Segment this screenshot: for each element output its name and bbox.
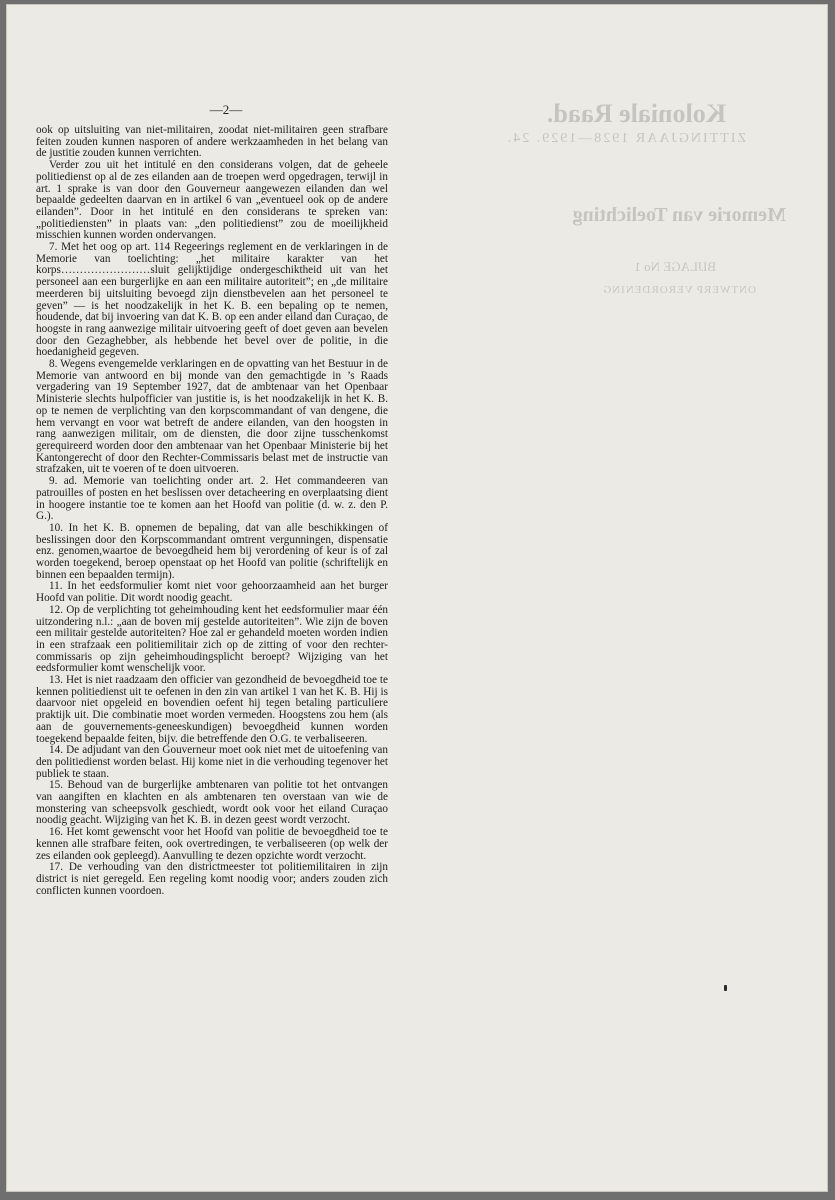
bleed-through-text: Koloniale Raad. ZITTINGJAAR 1928—1929. 24. Memorie van Toelichting BIJLAGE No 1 ONTWERP VERORDENING xyxy=(505,99,786,296)
paragraph: 8. Wegens evengemelde verklaringen en de opvatting van het Bestuur in de Memorie van antwoord en bij monde van den gemachtigde in ’s Raads vergadering van 19 September 1927, dat de ambtenaar van het Openbaar Ministerie slechts hulpofficier van justitie is, is het noodzakelijk in het K. B. op te nemen de verplichting van den korpscommandant of van dengene, die hem vervangt en voor wat betreft de andere eilanden, van den hoogsten in rang aanwezigen militair, om de diensten, die door zijne tusschenkomst gerequireerd worden door den ambtenaar van het Openbaar Ministerie bij het Kantongerecht of door den Rechter-Commissaris belast met de instructie van strafzaken, uit te voeren of te doen uitvoeren. xyxy=(36,358,388,476)
paragraph: 15. Behoud van de burgerlijke ambtenaren van politie tot het ontvangen van aangiften en klachten en als ambtenaren ten overstaan van wie de monstering van scheepsvolk geschiedt, wordt ook voor het eiland Curaçao noodig geacht. Wijziging van het K. B. in dezen geest wordt verzocht. xyxy=(36,779,388,827)
paragraph: Verder zou uit het intitulé en den considerans volgen, dat de geheele politiedienst op al de zes eilanden aan de troepen werd opgedragen, terwijl in art. 1 sprake is van door den Gouverneur aangewezen eilanden dan wel bepaalde gedeelten daarvan en in artikel 6 van „eventueel ook op de andere eilanden”. Door in het intitulé en den considerans te spreken van: „politiediensten” in plaats van: „den politiedienst” zou de moeilijkheid misschien kunnen worden ondervangen. xyxy=(36,159,388,242)
paper-speck xyxy=(724,985,727,991)
paragraph: 13. Het is niet raadzaam den officier van gezondheid de bevoegdheid toe te kennen politiedienst uit te oefenen in den zin van artikel 1 van het K. B. Hij is daarvoor niet opgeleid en bovendien oefent hij tegen betaling particuliere praktijk uit. Die combinatie moet worden vermeden. Hoogstens zou hem (als aan de gouvernements-geneeskundigen) bevoegdheid kunnen worden toegekend bepaalde feiten, bijv. die betreffende den O.G. te verbaliseeren. xyxy=(36,674,388,745)
paragraph: 16. Het komt gewenscht voor het Hoofd van politie de bevoegdheid toe te kennen alle strafbare feiten, ook overtredingen, te verbaliseeren (op welk der zes eilanden ook gepleegd). Aanvulling te dezen opzichte wordt verzocht. xyxy=(36,826,388,862)
paragraph: 12. Op de verplichting tot geheimhouding kent het eedsformulier maar één uitzondering n.l.: „aan de boven mij gestelde autoriteiten”. Wie zijn de boven een militair gestelde autoriteiten? Hoe zal er gehandeld moeten worden indien in een strafzaak een politiemilitair zich op de zitting of voor den rechter-commissaris op zijn geheimhoudingsplicht beroept? Wijziging van het eedsformulier komt wenschelijk voor. xyxy=(36,603,388,675)
page-number: —2— xyxy=(209,102,243,117)
paragraph: 9. ad. Memorie van toelichting onder art. 2. Het commandeeren van patrouilles of posten en het beslissen over detacheering en overplaatsing dient in hoogere instantie toe te komen aan het Hoofd van politie (d. w. z. den P. G.). xyxy=(36,475,388,523)
paragraph: 7. Met het oog op art. 114 Regeerings reglement en de verklaringen in de Memorie van toelichting: „het militaire karakter van het korps……………………sluit gelijktijdige ondergeschiktheid uit van het personeel aan een burgerlijke en aan een militaire autoriteit”; en „de militaire meerderen bij uitsluiting bevoegd zijn dienstbevelen aan het personeel te geven” — is het noodzakelijk in het K. B. een bepaling op te nemen, houdende, dat bij invoering van dat K. B. op een ander eiland dan Curaçao, de hoogste in rang aanwezige militair uitvoering geeft of doet geven aan bevelen door den Gezaghebber, als hebbende het bevel over de politie, in die hoedanigheid gegeven. xyxy=(36,241,388,359)
paragraph: 10. In het K. B. opnemen de bepaling, dat van alle beschikkingen of beslissingen door den Korpscommandant omtrent vergunningen, dispensatie enz. genomen,waartoe de bevoegdheid hem bij verordening of keur is of zal worden toegekend, beroep openstaat op het Hoofd van politie (schriftelijk en binnen een bepaalden termijn). xyxy=(36,521,388,581)
paragraph: 14. De adjudant van den Gouverneur moet ook niet met de uitoefening van den politiedienst worden belast. Hij kome niet in die verhouding tegenover het publiek te staan. xyxy=(36,744,388,780)
paragraph: 17. De verhouding van den districtmeester tot politiemilitairen in zijn district is niet geregeld. Een regeling komt noodig voor; anders zouden zich conflicten kunnen voordoen. xyxy=(36,861,388,897)
document-page xyxy=(6,4,828,1192)
paragraph: 11. In het eedsformulier komt niet voor gehoorzaamheid aan het burger Hoofd van politie. Dit wordt noodig geacht. xyxy=(36,580,388,605)
text-column xyxy=(36,125,388,897)
paragraph: ook op uitsluiting van niet-militairen, zoodat niet-militairen geen strafbare feiten zouden kunnen nasporen of andere werkzaamheden in het belang van de justitie zouden kunnen verrichten. xyxy=(36,124,388,160)
